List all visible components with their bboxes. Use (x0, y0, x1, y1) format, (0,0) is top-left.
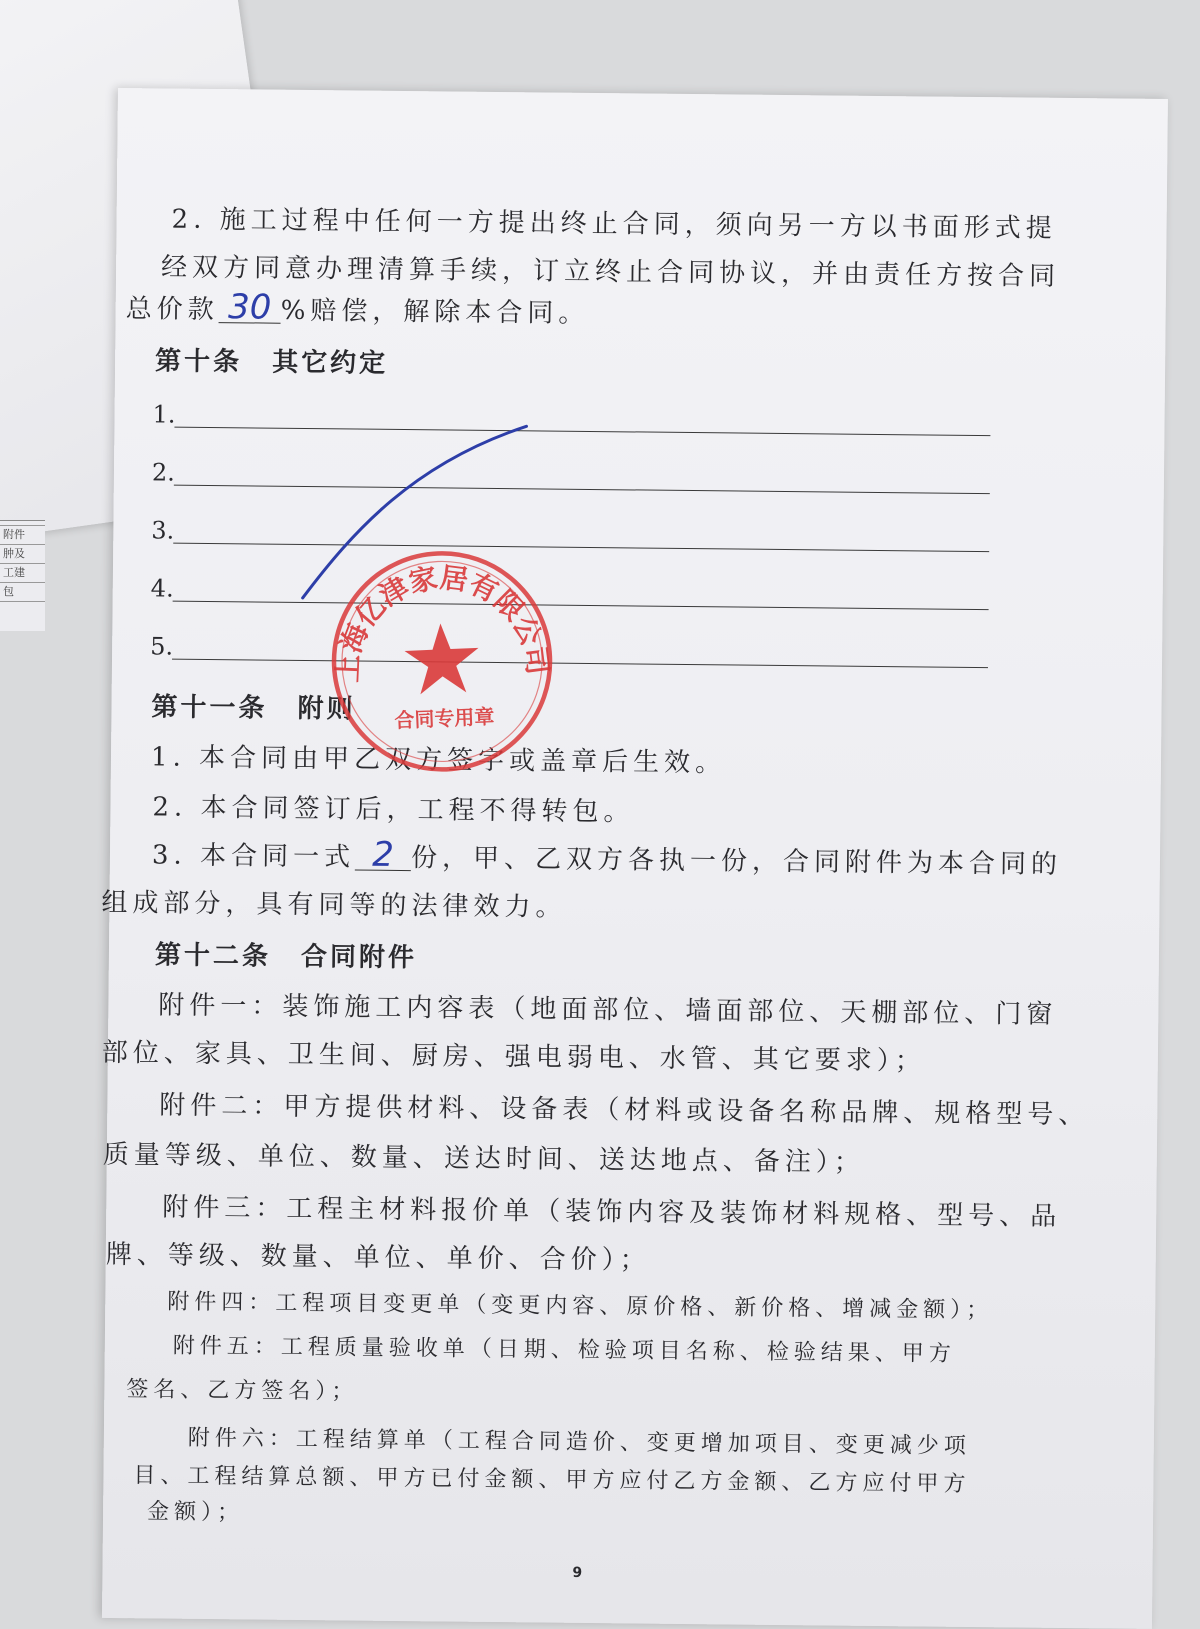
blank-line-number: 4. (150, 574, 174, 603)
article-11-item-3-continued: 组成部分，具有同等的法律效力。 (101, 887, 567, 923)
clause-text: 3. 本合同一式 (151, 840, 356, 873)
handwritten-percent: 30 (219, 292, 281, 324)
table-cell: 肿及 (0, 545, 45, 564)
article-11-item-1: 1. 本合同由甲乙双方签字或盖章后生效。 (150, 742, 727, 779)
handwritten-copies: 2 (355, 840, 411, 872)
article-subtitle: 附则 (297, 693, 356, 725)
blank-line-number: 5. (150, 632, 174, 661)
attachment-2-line-2: 质量等级、单位、数量、送达时间、送达地点、备注）； (102, 1139, 865, 1178)
clause-text: 份，甲、乙双方各执一份，合同附件为本合同的 (410, 843, 1063, 880)
article-subtitle: 其它约定 (271, 347, 389, 379)
article-11-item-2: 2. 本合同签订后，工程不得转包。 (152, 792, 635, 828)
attachment-3-line-2: 牌、等级、数量、单位、单价、合价）； (105, 1239, 651, 1276)
attachment-3-line-1: 附件三：工程主材料报价单（装饰内容及装饰材料规格、型号、品 (162, 1192, 1062, 1232)
article-title: 第十条 (154, 346, 243, 378)
blank-line-number: 2. (151, 458, 176, 487)
article-title: 第十一条 (151, 692, 268, 724)
attachment-5-line-1: 附件五：工程质量验收单（日期、检验项目名称、检验结果、甲方 (172, 1333, 956, 1367)
article-title: 第十二条 (154, 940, 272, 972)
blank-line-number: 3. (151, 516, 175, 545)
blank-line-number: 1. (152, 400, 176, 429)
contract-page (102, 88, 1168, 1629)
seal-star-icon (403, 622, 480, 695)
table-cell: 附件 (0, 526, 45, 545)
attachment-2-line-1: 附件二：甲方提供材料、设备表（材料或设备名称品牌、规格型号、 (159, 1090, 1090, 1131)
clause-text: %赔偿，解除本合同。 (280, 295, 590, 329)
company-seal (102, 88, 1168, 1629)
attachment-5-line-2: 签名、乙方签名）； (126, 1377, 359, 1405)
seal-company-name: 上海亿津家居有限公司 (330, 560, 555, 684)
clause-line: 经双方同意办理清算手续，订立终止合同协议，并由责任方按合同 (160, 252, 1061, 292)
attachment-6-line-3: 金额）； (146, 1499, 245, 1526)
article-subtitle: 合同附件 (300, 941, 418, 974)
page-number: 9 (572, 1564, 583, 1581)
table-cell: 包 (0, 583, 45, 602)
underlying-table-fragment (0, 520, 45, 631)
attachment-1-line-2: 部位、家具、卫生间、厨房、强电弱电、水管、其它要求）； (101, 1037, 927, 1077)
attachment-6-line-2: 目、工程结算总额、甲方已付金额、甲方应付乙方金额、乙方应付甲方 (133, 1463, 971, 1498)
attachment-6-line-1: 附件六：工程结算单（工程合同造价、变更增加项目、变更减少项 (187, 1425, 971, 1460)
clause-line: 2. 施工过程中任何一方提出终止合同，须向另一方以书面形式提 (171, 204, 1057, 244)
attachment-4-line-1: 附件四：工程项目变更单（变更内容、原价格、新价格、增减金额）； (167, 1289, 994, 1324)
table-cell: 工建 (0, 564, 45, 583)
seal-group (326, 549, 558, 774)
seal-purpose: 合同专用章 (393, 704, 495, 733)
attachment-1-line-1: 附件一：装饰施工内容表（地面部位、墙面部位、天棚部位、门窗 (158, 990, 1058, 1030)
clause-text: 总价款 (125, 294, 219, 326)
